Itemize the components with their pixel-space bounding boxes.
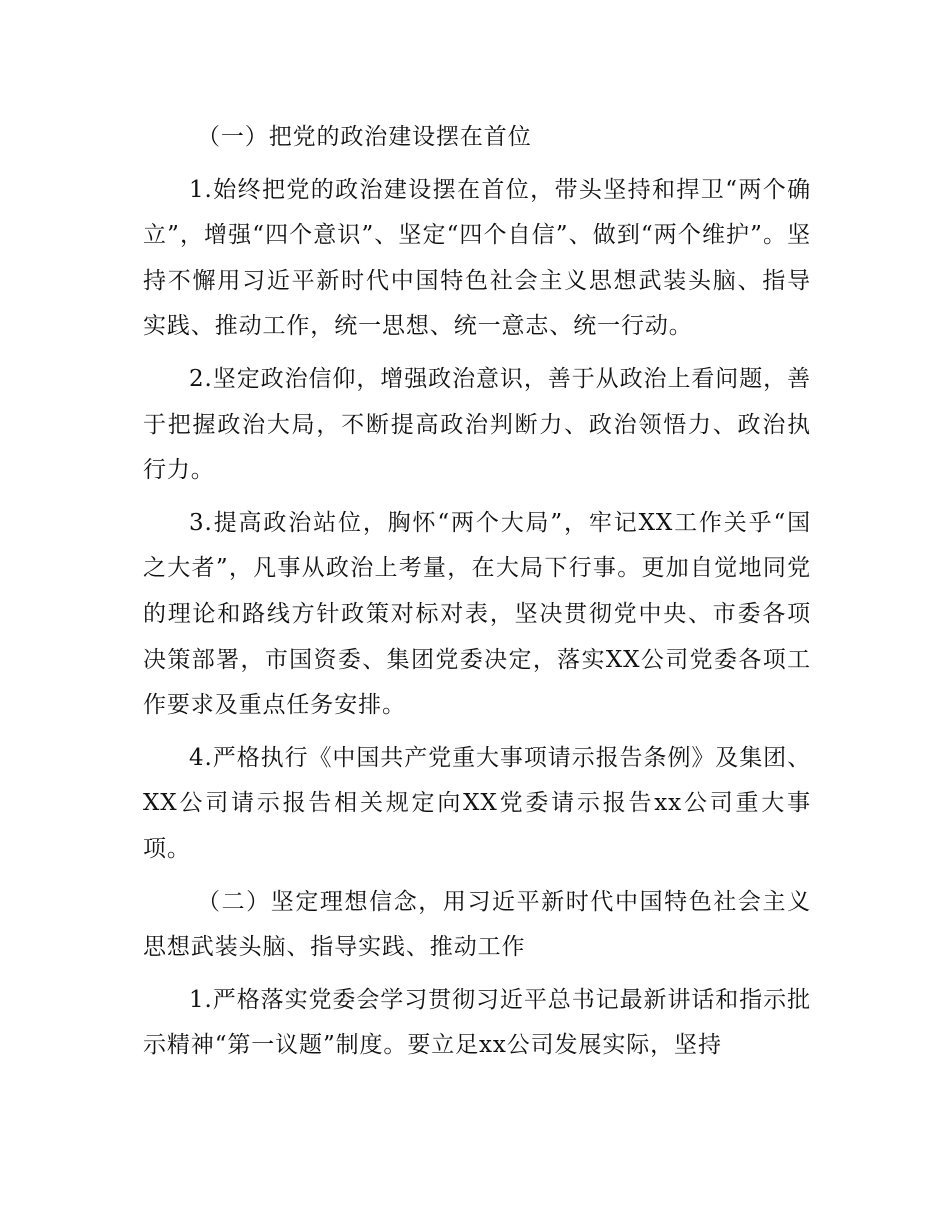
section-heading-1: （一）把党的政治建设摆在首位 (197, 124, 532, 150)
paragraph-2-1: 1.严格落实党委会学习贯彻习近平总书记最新讲话和指示批示精神“第一议题”制度。要立足xx公司发展实际，坚持 (143, 986, 811, 1059)
paragraph-1-3: 3.提高政治站位，胸怀“两个大局”，牢记XX工作关乎“国之大者”，凡事从政治上考量，在大局下行事。更加自觉地同党的理论和路线方针政策对标对表，坚决贯彻党中央、市委各项决策部署，市国资委、集团党委决定，落实XX公司党委各项工作要求及重点任务安排。 (143, 509, 811, 719)
paragraph-1-1: 1.始终把党的政治建设摆在首位，带头坚持和捍卫“两个确立”，增强“四个意识”、坚定“四个自信”、做到“两个维护”。坚持不懈用习近平新时代中国特色社会主义思想武装头脑、指导实践、推动工作，统一思想、统一意志、统一行动。 (143, 176, 811, 340)
section-heading-2: （二）坚定理想信念，用习近平新时代中国特色社会主义思想武装头脑、指导实践、推动工作 (143, 888, 811, 961)
document-body (143, 115, 811, 1076)
paragraph-1-2: 2.坚定政治信仰，增强政治意识，善于从政治上看问题，善于把握政治大局，不断提高政治判断力、政治领悟力、政治执行力。 (143, 365, 811, 484)
paragraph-1-4: 4.严格执行《中国共产党重大事项请示报告条例》及集团、XX公司请示报告相关规定向XX党委请示报告xx公司重大事项。 (143, 744, 811, 862)
